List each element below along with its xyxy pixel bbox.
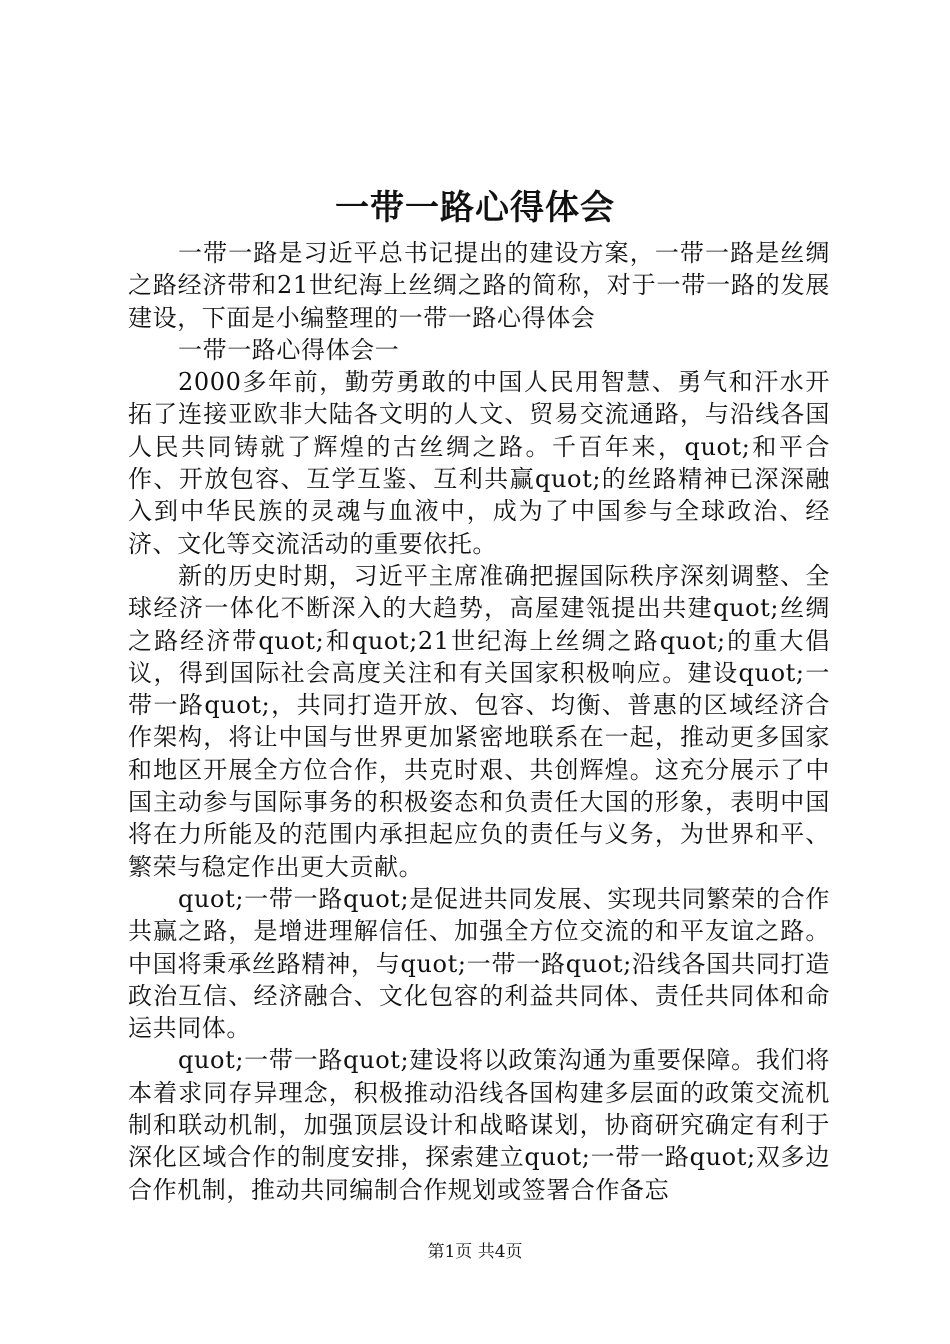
- document-title: 一带一路心得体会: [335, 188, 615, 228]
- paragraph: 2000多年前，勤劳勇敢的中国人民用智慧、勇气和汗水开拓了连接亚欧非大陆各文明的人文、贸易交流通路，与沿线各国人民共同铸就了辉煌的古丝绸之路。千百年来，quot;和平合作、开放包容、互学互鉴、互利共赢quot;的丝路精神已深深融入到中华民族的灵魂与血液中，成为了中国参与全球政治、经济、文化等交流活动的重要依托。: [128, 368, 830, 558]
- paragraph: quot;一带一路quot;是促进共同发展、实现共同繁荣的合作共赢之路，是增进理解信任、加强全方位交流的和平友谊之路。中国将秉承丝路精神，与quot;一带一路quot;沿线各国共同打造政治互信、经济融合、文化包容的利益共同体、责任共同体和命运共同体。: [128, 884, 830, 1043]
- section-heading: 一带一路心得体会一: [178, 335, 400, 364]
- paragraph-intro: 一带一路是习近平总书记提出的建设方案，一带一路是丝绸之路经济带和21世纪海上丝绸之路的简称，对于一带一路的发展建设，下面是小编整理的一带一路心得体会: [128, 239, 830, 332]
- paragraph: quot;一带一路quot;建设将以政策沟通为重要保障。我们将本着求同存异理念，积极推动沿线各国构建多层面的政策交流机制和联动机制，加强顶层设计和战略谋划，协商研究确定有利于深化区域合作的制度安排，探索建立quot;一带一路quot;双多边合作机制，推动共同编制合作规划或签署合作备忘: [128, 1046, 830, 1204]
- document-body: [128, 237, 830, 1206]
- paragraph: 新的历史时期，习近平主席准确把握国际秩序深刻调整、全球经济一体化不断深入的大趋势，高屋建瓴提出共建quot;丝绸之路经济带quot;和quot;21世纪海上丝绸之路quot;的重大倡议，得到国际社会高度关注和有关国家积极响应。建设quot;一带一路quot;，共同打造开放、包容、均衡、普惠的区域经济合作架构，将让中国与世界更加紧密地联系在一起，推动更多国家和地区开展全方位合作，共克时艰、共创辉煌。这充分展示了中国主动参与国际事务的积极姿态和负责任大国的形象，表明中国将在力所能及的范围内承担起应负的责任与义务，为世界和平、繁荣与稳定作出更大贡献。: [128, 561, 830, 881]
- page-footer: 第1页 共4页: [427, 1242, 523, 1262]
